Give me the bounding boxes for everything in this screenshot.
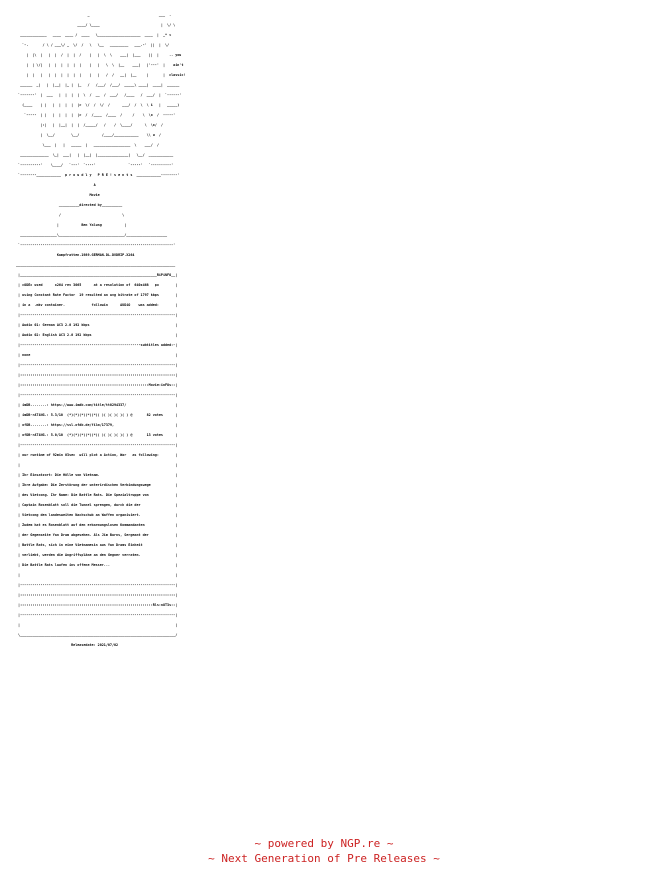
nfo-line-info: | cODEc used x264 rev 3065 at a resolution of 640x468 px | [18, 283, 178, 287]
nfo-line-label: |:::::::::::::::::::::::::::::::::::::::::::::::::::::::::::::::Movie:inFOs::| [18, 383, 178, 387]
nfo-line-info: | | [18, 623, 178, 627]
nfo-line-plot: | Die Battle Rats laufen ins offene Messer... | [18, 563, 178, 567]
nfo-line-a: A [93, 183, 96, 187]
nfo-line-label: |___________________________________________________________________RiPiNFO__| [18, 273, 178, 277]
nfo-line-label: |:::::::::::::::::::::::::::::::::::::::::::::::::::::::::::::::::Rls:nOT3s::| [18, 603, 178, 607]
nfo-line-plot: | Ihr Einsatzort: Die Hölle von Vietnam. | [18, 473, 178, 477]
nfo-line-info: | imDB-rATiNG.: 5.3/10 (*)(*)(*)(*)(*)( )( )( )( )( ) @ 82 votes | [18, 413, 178, 417]
nfo-line-info: | | [18, 573, 178, 577]
nfo-line-header: `-. / \ / ___\/ _ \/ / \ \__ _________ ___.-' || | \/ [22, 43, 170, 47]
nfo-line-header: `----------' \____/ `---' `----' `-----' `----------' [18, 163, 174, 167]
nfo-line-rule: |----------------------------------------------------------------------------| [18, 363, 178, 367]
nfo-line-header: | | | | | | | | | | | / / __| |__ | | classic! [26, 73, 186, 77]
nfo-line-top: ______________________________________________________________________________ [16, 263, 176, 267]
nfo-line-info: | using Constant Rate Factor 19 resulted an avg bitrate of 1797 kbps | [18, 293, 178, 297]
nfo-line-box: `---------------------------------------------------------------------------' [18, 243, 176, 247]
nfo-line-box: __________________\________________________________/____________________ [20, 233, 168, 237]
nfo-line-header: (____ | | | | | | |> \/ / \/ / ___/ / \ \ i | _____) [22, 103, 180, 107]
nfo-line-plot: | Captain Rosenblatt soll die Tunnel sprengen, durch die der | [18, 503, 178, 507]
nfo-line-header: |:| | |__| | | /_____/ / / \____/ \ \x/ / [40, 123, 163, 127]
nfo-line-plot: | der Gegenseite Yan Dram abgesehen. Als Jim Burns, Sergeant der | [18, 533, 178, 537]
nfo-line-info: | | [18, 463, 178, 467]
nfo-line-header: ____/ \____ | \/ \ [77, 23, 176, 27]
nfo-line-rule: |::::::::::::::::::::::::::::::::::::::::::::::::::::::::::::::::::::::::::::| [18, 373, 178, 377]
nfo-line-info: | imDB........: https://www.imdb.com/title/tt0294337/ | [18, 403, 178, 407]
nfo-line-header: `----- | | | | | | |> / /____ /____ / / \ \x / -----' [24, 113, 176, 117]
nfo-line-info: | Audio 01: German AC3 2.0 192 kbps | [18, 323, 178, 327]
nfo-line-director: | Ben Yalung | [56, 223, 127, 227]
nfo-line-header: | |\ | | | / | | / | | \ \ ___| |___ || | .. you [26, 53, 182, 57]
nfo-line-rule: |----------------------------------------------------------------------------| [18, 583, 178, 587]
nfo-line-header: `-------' | ___ | | | | \ / __ / ___/ /____ / ___/ | `------' [18, 93, 182, 97]
footer [0, 836, 648, 866]
nfo-art-block [16, 10, 640, 650]
nfo-line-proudly: `--------____________ p r o u d l y P R E ! s e n t s ____________--------' [18, 173, 180, 177]
nfo-line-rule: |----------------------------------------------------------------------------| [18, 393, 178, 397]
nfo-line-info: | none | [18, 353, 178, 357]
nfo-line-info: | Audio 02: English AC3 2.0 192 kbps | [18, 333, 178, 337]
nfo-line-info: | in a .mkv container. followin AUDiO was added: | [18, 303, 178, 307]
nfo-line-directed: __________directed by__________ [58, 203, 123, 207]
nfo-line-date: Releasedate: 2021/07/02 [16, 643, 176, 647]
nfo-line-box: / \ [58, 213, 125, 217]
nfo-line-header: | | \/| | | | | | | | | \ \ |__ ___| |'---' | ain't [26, 63, 184, 67]
nfo-line-bottom: \____________________________________________________________________________/ [18, 633, 178, 637]
nfo-line-info: | ofDB-rATiNG.: 5.0/10 (*)(*)(*)(*)(*)( )( )( )( )( ) @ 13 votes | [18, 433, 178, 437]
nfo-line-header: \___ | | _____ | __________________ \ ___/ / [42, 143, 159, 147]
nfo-line-plot: | Vietcong den landesweiten Nachschub an Waffen organisiert. | [18, 513, 178, 517]
nfo-line-relname: Kampfratten.1989.GERMAN.DL.DVDRIP.X264 [56, 253, 135, 257]
nfo-line-info: | our runtime of 92min 03sec will plot a Action, War as following: | [18, 453, 178, 457]
footer-powered-by: ~ powered by NGP.re ~ [254, 837, 394, 850]
nfo-line-header: ______ _| | |__| |_ | |_ / /___/ /___/ _____\ ____| ____| ______ [20, 83, 180, 87]
nfo-line-header: | \__/ \__/ /____/____________ \\ u / [40, 133, 161, 137]
nfo-line-plot: | Ihre Aufgabe: Die Zerstörung der unterirdischen Verbindungswege | [18, 483, 178, 487]
nfo-line-rule: |::::::::::::::::::::::::::::::::::::::::::::::::::::::::::::::::::::::::::::| [18, 593, 178, 597]
nfo-line-plot: | des Vietcong. Ihr Name: Die Battle Rats. Die Spezialtruppe von | [18, 493, 178, 497]
nfo-line-plot: | verliebt, werden die Angriffspläne an den Gegner verraten. | [18, 553, 178, 557]
nfo-line-rule: |----------------------------------------------------------------------------| [18, 613, 178, 617]
footer-tagline: ~ Next Generation of Pre Releases ~ [208, 852, 440, 865]
nfo-line-rule: |----------------------------------------------------------------------------| [18, 313, 178, 317]
nfo-line-header: _ ___ . [87, 13, 172, 17]
nfo-line-label: |-----------------------------------------------------------subtitles added:-| [18, 343, 178, 347]
nfo-line-movie: Movie [89, 193, 100, 197]
nfo-line-plot: | Battle Rats, sich in eine Vietnamesin aus Yan Drams Einheit | [18, 543, 178, 547]
nfo-line-header: _____________ ____ ____ / ____ \_____________________ ____ | _* < [20, 33, 172, 37]
nfo-line-header: ______________ \_| ___| | |__| |_______________| \__/ ____________ [20, 153, 174, 157]
nfo-line-rule: |----------------------------------------------------------------------------| [18, 443, 178, 447]
nfo-line-info: | ofDB........: https://ssl.ofdb.de/film/17379, | [18, 423, 178, 427]
nfo-line-plot: | Zudem hat es Rosenblatt auf den erbarmungslosen Kommandanten | [18, 523, 178, 527]
